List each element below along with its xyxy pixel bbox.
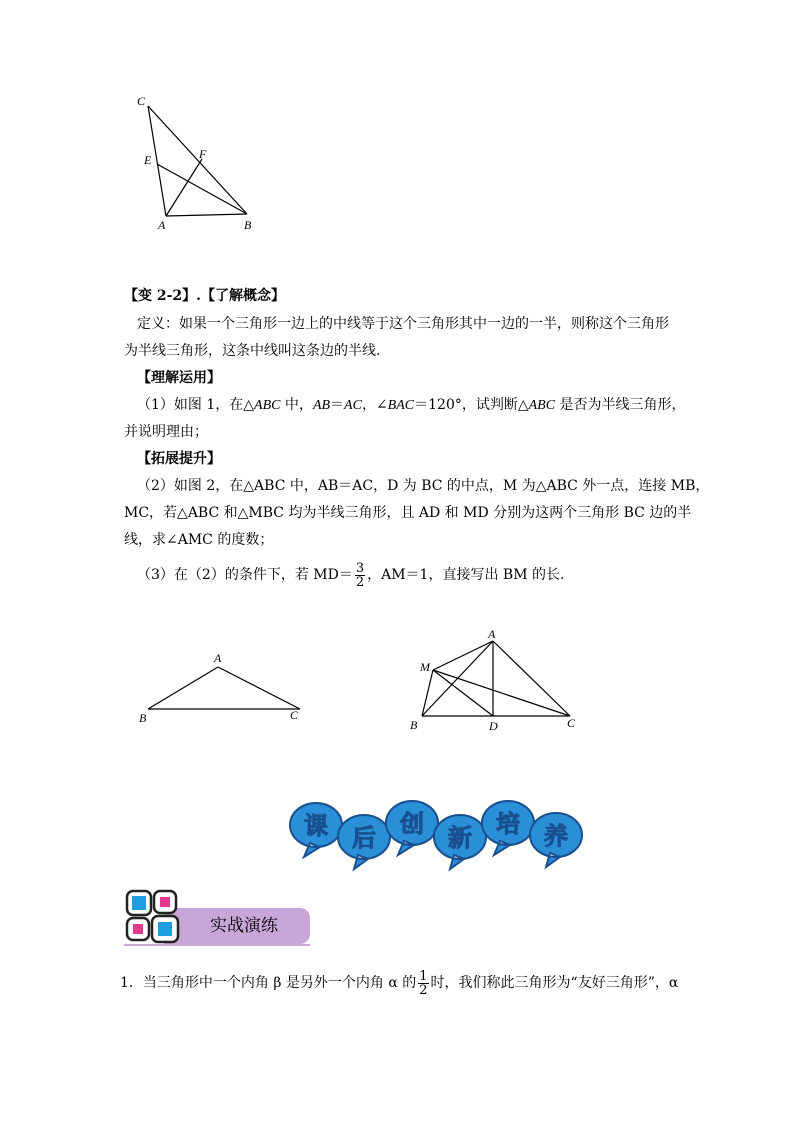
label-b: B [410, 718, 418, 732]
grid-icon [124, 888, 182, 946]
question-1-line-2: 并说明理由； [124, 424, 208, 440]
label-c: C [290, 708, 299, 722]
section-extend: 【拓展提升】 [137, 451, 221, 467]
label-b: B [244, 218, 252, 232]
banner-char-5: 培 [496, 810, 520, 838]
banner-char-6: 养 [544, 822, 568, 850]
label-a: A [158, 218, 166, 232]
fraction-three-halves: $\frac{3}{2}$ [355, 560, 365, 590]
banner-after-class-innovation [282, 795, 598, 875]
label-a: A [488, 627, 496, 641]
question-2-line-1: （2）如图 2，在△ABC 中，AB＝AC，D 为 BC 的中点，M 为△ABC 外一点，连接 MB， [137, 478, 710, 494]
banner-char-4: 新 [448, 824, 472, 852]
figure-1-triangle-abc [130, 645, 315, 730]
fraction-one-half: $\frac{1}{2}$ [419, 968, 428, 998]
label-e: E [144, 153, 152, 167]
label-c: C [567, 716, 576, 730]
banner-char-3: 创 [400, 810, 424, 838]
label-a: A [214, 651, 222, 665]
exercise-1: 1．当三角形中一个内角 β 是另外一个内角 α 的 $\frac{1}{2}$ 时，我们称此三角形为“友好三角形”，α [120, 968, 679, 998]
definition-line-2: 为半线三角形，这条中线叫这条边的半线． [124, 343, 390, 359]
section-understand: 【理解运用】 [137, 370, 221, 386]
question-3: （3）在（2）的条件下，若 MD＝ $\frac{3}{2}$ ，AM＝1，直接写出 BM 的长． [137, 560, 574, 590]
section-title: 实战演练 [210, 916, 278, 936]
figure-2-triangle-mbc [405, 625, 595, 737]
question-2-line-3: 线，求∠AMC 的度数； [124, 532, 274, 548]
banner-char-2: 后 [352, 824, 376, 852]
question-2-line-2: MC，若△ABC 和△MBC 均为半线三角形，且 AD 和 MD 分别为这两个三角形 BC 边的半 [124, 505, 692, 521]
question-1-line-1: （1）如图 1，在△ABC 中，AB＝AC，∠BAC＝120°，试判断△ABC 是否为半线三角形， [137, 397, 686, 413]
section-heading [124, 888, 314, 950]
label-b: B [139, 711, 147, 725]
label-d: D [489, 719, 498, 733]
variant-header: 【变 2-2】.【了解概念】 [124, 288, 286, 304]
label-f: F [199, 147, 207, 161]
definition-line-1: 定义：如果一个三角形一边上的中线等于这个三角形其中一边的一半，则称这个三角形 [137, 316, 669, 332]
label-m: M [420, 660, 430, 674]
figure-triangle-cefab [130, 90, 270, 240]
banner-char-1: 课 [304, 812, 328, 840]
label-c: C [137, 94, 146, 108]
